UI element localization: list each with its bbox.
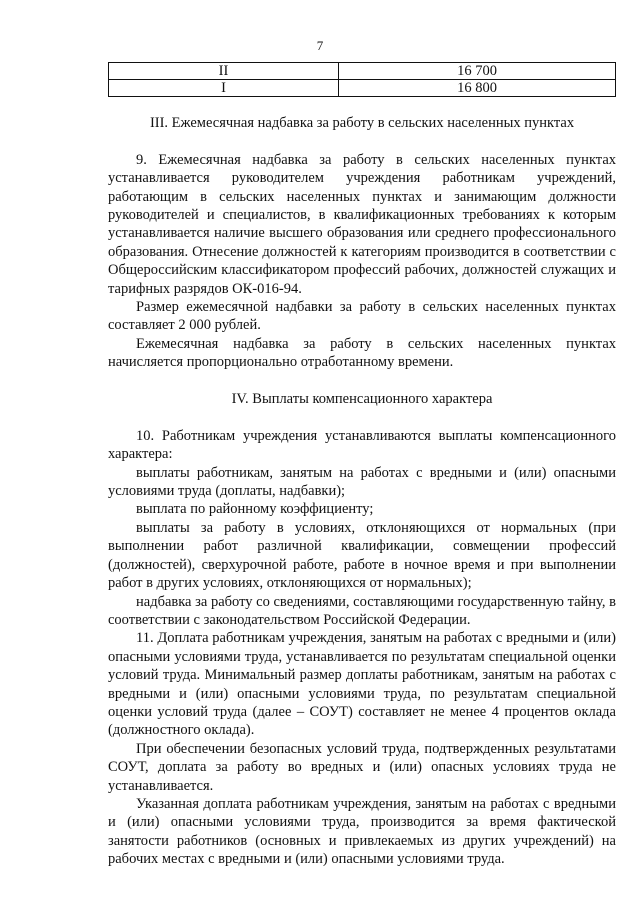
- grade-cell: II: [109, 63, 339, 80]
- list-item: выплата по районному коэффициенту;: [136, 501, 374, 518]
- grade-salary-table: [108, 62, 616, 97]
- list-item: надбавка за работу со сведениями, составляющими государственную тайну, в соответствии с законодательством Российской Федерации.: [108, 593, 616, 628]
- paragraph-11-safe-conditions: При обеспечении безопасных условий труда, подтвержденных результатами СОУТ, доплата за работу во вредных и (или) опасных условиях труда не устанавливается.: [108, 740, 616, 794]
- list-item: выплаты работникам, занятым на работах с вредными и (или) опасными условиями труда (доплаты, надбавки);: [108, 464, 616, 500]
- table-row: [109, 80, 616, 97]
- paragraph-10: 10. Работникам учреждения устанавливаются выплаты компенсационного характера:: [108, 427, 616, 463]
- page-number: 7: [316, 38, 324, 53]
- section-heading-iii: III. Ежемесячная надбавка за работу в сельских населенных пунктах: [149, 115, 575, 131]
- paragraph-9-size: Размер ежемесячной надбавки за работу в сельских населенных пунктах составляет 2 000 рублей.: [108, 299, 616, 334]
- document-body: [108, 114, 616, 869]
- paragraph-9: 9. Ежемесячная надбавка за работу в сельских населенных пунктах устанавливается руководителем учреждения работникам учреждений, работающим в сельских населенных пунктах и занимающим должности руководителей и специалистов, в квалификационных требованиях к которым устанавливается наличие высшего образования или среднего профессионального образования. Отнесение должностей к категориям производится в соответствии с Общероссийским классификатором профессий рабочих, должностей служащих и тарифных разрядов ОК-016-94.: [108, 151, 616, 297]
- paragraph-11-time: Указанная доплата работникам учреждения, занятым на работах с вредными и (или) опасными условиями труда, производится за время фактической занятости работников (основных и привлекаемых из других учреждений) на рабочих местах с вредными и (или) опасными условиями труда.: [108, 795, 616, 868]
- paragraph-9-proportional: Ежемесячная надбавка за работу в сельских населенных пунктах начисляется пропорционально отработанному времени.: [108, 335, 616, 371]
- table-row: [109, 63, 616, 80]
- amount-cell: 16 800: [339, 80, 616, 97]
- section-heading-iv: IV. Выплаты компенсационного характера: [231, 391, 493, 408]
- amount-cell: 16 700: [339, 63, 616, 80]
- list-item: выплаты за работу в условиях, отклоняющихся от нормальных (при выполнении работ различной квалификации, совмещении профессий (должностей), сверхурочной работе, работе в ночное время и при выполнении работ в других условиях, отклоняющихся от нормальных);: [108, 519, 616, 592]
- paragraph-11: 11. Доплата работникам учреждения, занятым на работах с вредными и (или) опасными условиями труда, устанавливается по результатам специальной оценки условий труда. Минимальный размер доплаты работникам, занятым на работах с вредными и (или) опасными условиями труда, по результатам специальной оценки условий труда (далее – СОУТ) составляет не менее 4 процентов оклада (должностного оклада).: [108, 630, 616, 739]
- grade-cell: I: [109, 80, 339, 97]
